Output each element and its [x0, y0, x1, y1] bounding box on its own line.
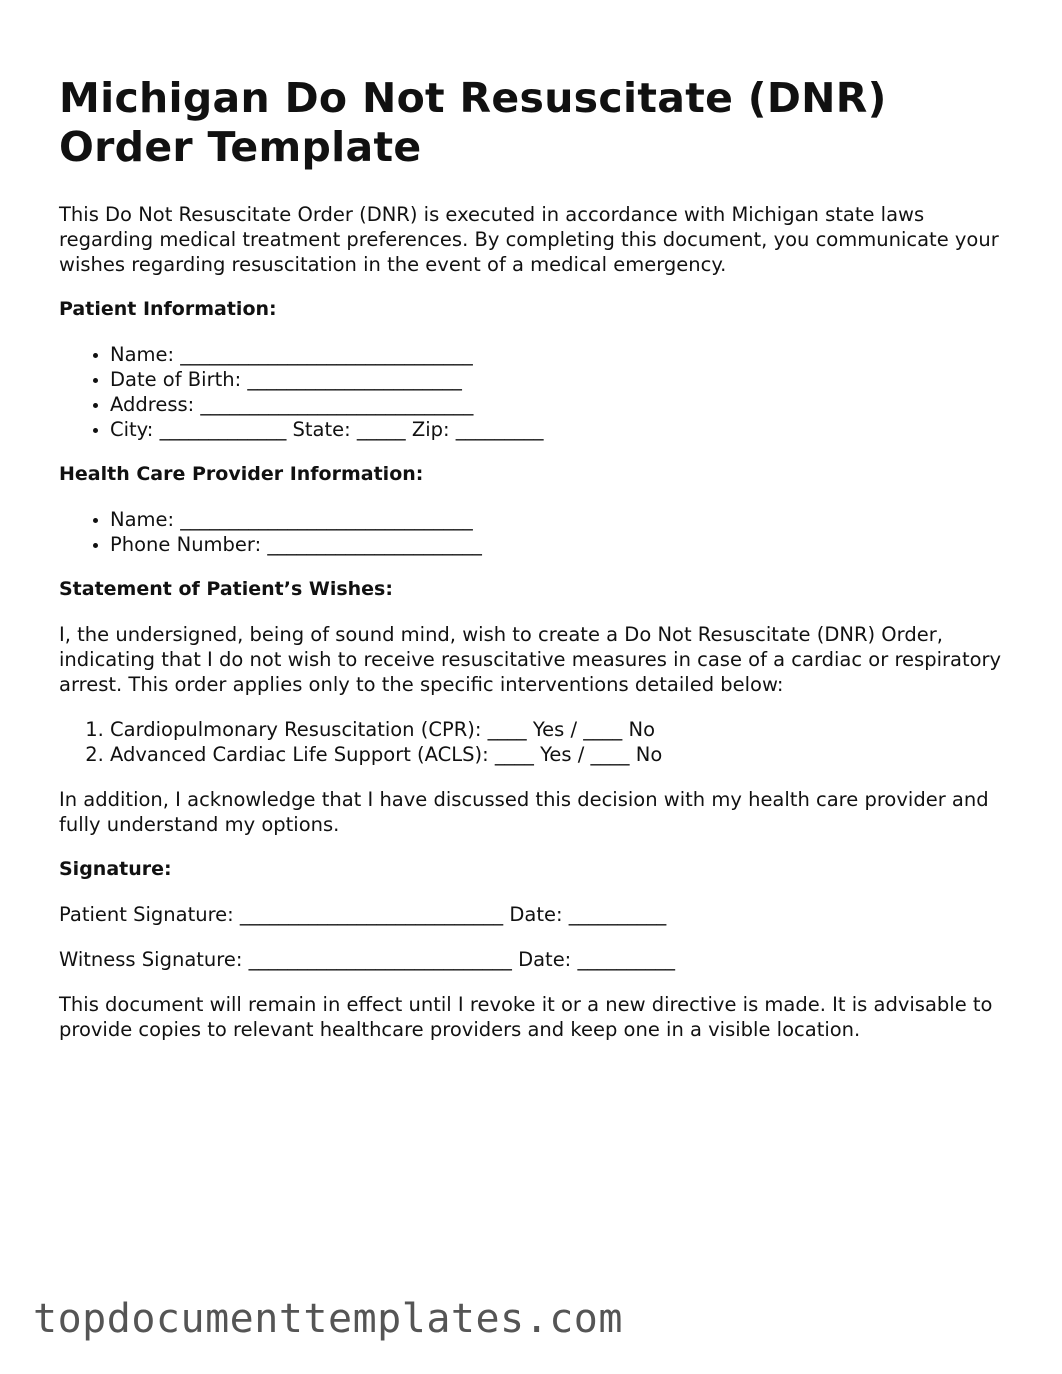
provider-name-field[interactable]: • Name: ______________________________: [110, 507, 1009, 532]
patient-signature-line[interactable]: Patient Signature: ___________________________ Date: __________: [59, 903, 667, 926]
intro-paragraph: This Do Not Resuscitate Order (DNR) is executed in accordance with Michigan state laws regarding medical treatment preferences. By completing this document, you communicate your wishes regarding resuscitation in the event of a medical emergency.: [59, 203, 999, 276]
page-title: Michigan Do Not Resuscitate (DNR) Order Template: [59, 74, 887, 171]
patient-name-field[interactable]: • Name: ______________________________: [110, 342, 1009, 367]
wishes-statement: I, the undersigned, being of sound mind, wish to create a Do Not Resuscitate (DNR) Order, indicating that I do not wish to receive resuscitative measures in case of a cardiac or respiratory arrest. This order applies only to the specific interventions detailed below:: [59, 623, 1002, 696]
patient-address-field[interactable]: • Address: ____________________________: [110, 392, 1009, 417]
acknowledgement-paragraph: In addition, I acknowledge that I have discussed this decision with my health care provider and fully understand my options.: [59, 788, 989, 836]
patient-dob-field[interactable]: • Date of Birth: ______________________: [110, 367, 1009, 392]
signature-heading: Signature:: [59, 858, 172, 880]
patient-info-list: [59, 342, 1009, 442]
patient-city-state-zip-field[interactable]: • City: _____________ State: _____ Zip: _________: [110, 417, 1009, 442]
patient-info-heading: Patient Information:: [59, 298, 277, 320]
interventions-list: [59, 717, 1009, 767]
wishes-heading: Statement of Patient’s Wishes:: [59, 578, 393, 600]
provider-phone-field[interactable]: • Phone Number: ______________________: [110, 532, 1009, 557]
provider-info-heading: Health Care Provider Information:: [59, 463, 424, 485]
site-watermark: topdocumenttemplates.com: [33, 1296, 623, 1342]
witness-signature-line[interactable]: Witness Signature: ___________________________ Date: __________: [59, 948, 675, 971]
document-page: [59, 74, 1009, 1042]
cpr-choice-field[interactable]: 1. Cardiopulmonary Resuscitation (CPR): ____ Yes / ____ No: [110, 717, 1009, 742]
closing-paragraph: This document will remain in effect until I revoke it or a new directive is made. It is advisable to provide copies to relevant healthcare providers and keep one in a visible location.: [59, 993, 993, 1041]
acls-choice-field[interactable]: 2. Advanced Cardiac Life Support (ACLS): ____ Yes / ____ No: [110, 742, 1009, 767]
provider-info-list: [59, 507, 1009, 557]
